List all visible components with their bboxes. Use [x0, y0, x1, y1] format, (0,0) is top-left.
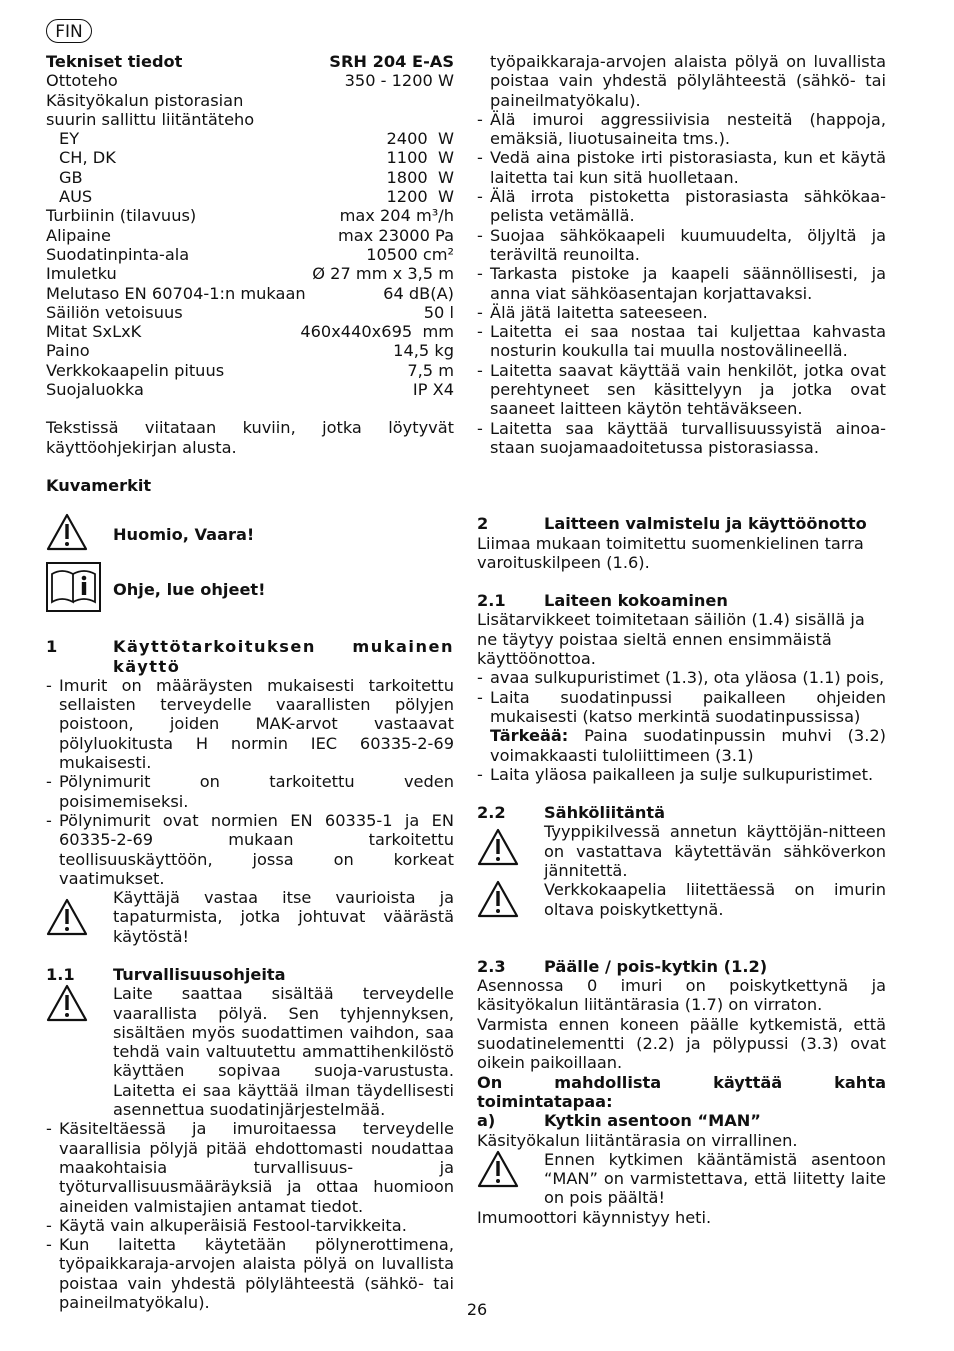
- warning-icon: [46, 984, 113, 1022]
- spec-row: [46, 71, 454, 90]
- spec-value: 460x440x695 mm: [300, 322, 454, 342]
- section-2-3-text-1: Asennossa 0 imuri on poiskytkettynä ja käsityökalun liitäntärasia (1.7) on virraton.: [477, 976, 886, 1015]
- spec-label: Verkkokaapelin pituus: [46, 360, 225, 380]
- section-2-2-title: Sähköliitäntä: [544, 803, 666, 823]
- list-item: - Imurit on määräysten mukaisesti tarkoitettu sellaisten terveydelle vaarallisten pölyjen poistoon, joiden MAK-arvot vastaavat pölyluokitusta H normin IEC 60335-2-69 mukaisesti.: [46, 676, 454, 772]
- spec-row: [46, 264, 454, 283]
- spec-value: 7,5 m: [407, 360, 454, 380]
- section-2-3-warning-text: Ennen kytkimen kääntämistä asentoon “MAN” on varmistettava, että liitetty laite on pois päältä!: [544, 1149, 886, 1208]
- list-item: - avaa sulkupuristimet (1.3), ota yläosa (1.1) pois,: [477, 668, 886, 687]
- list-item: - Älä imuroi aggressiivisia nesteitä (happoja, emäksiä, liuotusaineita tms.).: [477, 110, 886, 149]
- section-2-2-warning-2-text: Verkkokaapelia liitettäessä on imurin oltava poiskytkettynä.: [544, 880, 886, 919]
- right-column: [477, 52, 886, 1227]
- section-1-list: [46, 676, 454, 888]
- section-2-3-text-2: Varmista ennen koneen päälle kytkemistä, että suodatinelementti (2.2) ja pölypussi (3.3) ovat oikein paikoillaan.: [477, 1014, 886, 1073]
- spec-row: [46, 206, 454, 225]
- section-2-3-a-title: Kytkin asentoon “MAN”: [544, 1111, 761, 1131]
- list-item: - Laitetta ei saa nostaa tai kuljettaa kahvasta nosturin koukulla tai muulla nostovälineellä.: [477, 322, 886, 361]
- section-2-2-warning-2: [477, 880, 886, 919]
- section-2-2-warning-1-text: Tyyppikilvessä annetun käyttöjän-nitteen on vastattava käytettävän sähköverkon jännitettä.: [544, 822, 886, 880]
- section-1-1-warning: [46, 984, 454, 1119]
- specs-title: Tekniset tiedot: [46, 52, 183, 71]
- section-2-1-number: 2.1: [477, 591, 506, 611]
- section-2-2-heading: [477, 803, 886, 822]
- spec-row: [46, 148, 454, 167]
- section-2-3-number: 2.3: [477, 956, 506, 976]
- spec-value: 1200 W: [386, 187, 454, 207]
- section-1-heading: [46, 637, 454, 676]
- list-item-continued: työpaikkaraja-arvojen alaista pölyä on luvallista poistaa vain yhdestä pölylähteestä (sähkö- tai paineilmatyökalu).: [490, 52, 886, 110]
- spec-label: Suodatinpinta-ala: [46, 244, 190, 264]
- specs-table: [46, 71, 454, 399]
- spec-label: Mitat SxLxK: [46, 322, 142, 342]
- section-1-title: Käyttötarkoituksen mukainen käyttö: [113, 637, 454, 676]
- spec-value: 64 dB(A): [383, 283, 454, 303]
- spec-label: Paino: [46, 341, 90, 361]
- section-1-1-list-right: [477, 52, 886, 457]
- list-item: - Vedä aina pistoke irti pistorasiasta, kun et käytä laitetta tai kun sitä huolletaan.: [477, 148, 886, 187]
- spec-row: [46, 187, 454, 206]
- specs-model: SRH 204 E-AS: [329, 52, 454, 71]
- spec-value: max 23000 Pa: [337, 225, 454, 245]
- section-2-3-modes: On mahdollista käyttää kahta toimintatapaa:: [477, 1072, 886, 1111]
- section-2-1-title: Laiteen kokoaminen: [544, 591, 728, 611]
- section-2-3-a-heading: [477, 1111, 886, 1130]
- section-2-heading: [477, 514, 886, 533]
- section-2-title: Laitteen valmistelu ja käyttöönotto: [544, 514, 867, 534]
- important-label: Tärkeää:: [490, 726, 569, 746]
- spec-row: [46, 110, 454, 129]
- spec-row: [46, 303, 454, 322]
- specs-note: Tekstissä viitataan kuviin, jotka löytyvät käyttöohjekirjan alusta.: [46, 418, 454, 457]
- list-item: - Laita yläosa paikalleen ja sulje sulkupuristimet.: [477, 765, 886, 784]
- list-item: - Laitetta saa käyttää turvallisuussyistä ainoa-staan suojamaadoitetussa pistorasiassa.: [477, 419, 886, 458]
- section-2-2-warning-1: [477, 822, 886, 880]
- spec-label: Imuletku: [46, 264, 117, 284]
- spec-row: [46, 361, 454, 380]
- list-item: - Kun laitetta käytetään pölynerottimena, työpaikkaraja-arvojen alaista pölyä on luvallista poistaa vain yhdestä pölylähteestä (sähkö- tai paineilmatyökalu).: [46, 1235, 454, 1254]
- spec-value: 350 - 1200 W: [344, 71, 454, 91]
- section-1-warning-text: Käyttäjä vastaa itse vaurioista ja tapaturmista, jotka johtuvat väärästä käytöstä!: [113, 888, 454, 946]
- specs-header: [46, 52, 454, 71]
- spec-label: EY: [59, 129, 80, 149]
- warning-icon: [46, 513, 113, 555]
- symbols-title: Kuvamerkit: [46, 475, 152, 495]
- section-2-number: 2: [477, 514, 489, 534]
- spec-row: [46, 322, 454, 341]
- spec-row: [46, 129, 454, 148]
- section-2-3-end-text: Imumoottori käynnistyy heti.: [477, 1207, 712, 1227]
- manual-info-icon: [46, 562, 113, 616]
- list-item: - Pölynimurit ovat normien EN 60335-1 ja EN 60335-2-69 mukaan tarkoitettu teollisuuskäyttöön, jossa on korkeat vaatimukset.: [46, 811, 454, 888]
- section-2-3-warning: [477, 1150, 886, 1208]
- section-2-1-heading: [477, 591, 886, 610]
- list-item: [477, 688, 886, 765]
- spec-value: IP X4: [412, 380, 454, 400]
- language-badge: FIN: [46, 19, 92, 43]
- list-item-text: Laita suodatinpussi paikalleen ohjeiden mukaisesti (katso merkintä suodatinpussissa): [490, 687, 886, 726]
- spec-label: Säiliön vetoisuus: [46, 302, 183, 322]
- spec-label: Alipaine: [46, 225, 111, 245]
- symbol-manual: [46, 560, 454, 618]
- symbol-manual-label: Ohje, lue ohjeet!: [113, 579, 266, 599]
- spec-row: [46, 245, 454, 264]
- list-item: - Käsiteltäessä ja imuroitaessa terveydelle vaarallisia pölyjä pitää ehdottomasti noudattaa maakohtaisia turvallisuus- ja työturvallisuusmääräyksiä ja ottaa huomioon aineiden valmistajien antamat tiedot.: [46, 1119, 454, 1215]
- section-2-3-a-number: a): [477, 1111, 496, 1131]
- section-2-1-list: [477, 668, 886, 784]
- left-column: [46, 52, 454, 1313]
- list-item: - Suojaa sähkökaapeli kuumuudelta, öljyltä ja teräviltä reunoilta.: [477, 226, 886, 265]
- section-1-number: 1: [46, 637, 58, 657]
- symbol-warning-label: Huomio, Vaara!: [113, 524, 255, 544]
- list-item: - Älä irrota pistoketta pistorasiasta sähkökaa-pelista vetämällä.: [477, 187, 886, 226]
- spec-label: Käsityökalun pistorasian: [46, 90, 244, 110]
- spec-row: [46, 226, 454, 245]
- spec-row: [46, 168, 454, 187]
- spec-value: Ø 27 mm x 3,5 m: [312, 264, 454, 284]
- section-2-1-text: Lisätarvikkeet toimitetaan säiliön (1.4) sisällä ja ne täytyy poistaa sieltä ennen ensimmäistä käyttöönottoa.: [477, 610, 865, 669]
- list-item: - Älä jätä laitetta sateeseen.: [477, 303, 886, 322]
- section-2-3-title: Päälle / pois-kytkin (1.2): [544, 956, 768, 976]
- spec-value: 10500 cm²: [366, 244, 454, 264]
- list-item: - Tarkasta pistoke ja kaapeli säännöllisesti, ja anna viat sähköasentajan korjattavaksi.: [477, 264, 886, 303]
- symbol-warning: [46, 514, 454, 554]
- spec-value: 1100 W: [386, 148, 454, 168]
- warning-icon: [477, 880, 544, 918]
- section-1-1-title: Turvallisuusohjeita: [113, 964, 286, 984]
- spec-label: Suojaluokka: [46, 380, 144, 400]
- page-number: 26: [466, 1300, 488, 1319]
- spec-label: Turbiinin (tilavuus): [46, 206, 197, 226]
- list-item: - Laitetta saavat käyttää vain henkilöt, jotka ovat perehtyneet sen käsittelyyn ja jotka ovat saaneet laitteen käytön tehtäväkseen.: [477, 361, 886, 419]
- spec-row: [46, 284, 454, 303]
- spec-label: CH, DK: [59, 148, 116, 168]
- section-2-3-a-text: Käsityökalun liitäntärasia on virrallinen.: [477, 1130, 798, 1150]
- warning-icon: [477, 1150, 544, 1188]
- spec-row: [46, 91, 454, 110]
- warning-icon: [46, 888, 113, 936]
- spec-value: 1800 W: [386, 167, 454, 187]
- spec-value: 14,5 kg: [393, 341, 454, 361]
- spec-row: [46, 341, 454, 360]
- spec-label: suurin sallittu liitäntäteho: [46, 109, 255, 129]
- spec-label: Ottoteho: [46, 71, 118, 91]
- spec-label: Melutaso EN 60704-1:n mukaan: [46, 283, 306, 303]
- list-item: - Käytä vain alkuperäisiä Festool-tarvikkeita.: [46, 1216, 454, 1235]
- warning-icon: [477, 822, 544, 866]
- spec-value: 2400 W: [386, 129, 454, 149]
- section-2-3-heading: [477, 957, 886, 976]
- spec-value: 50 l: [423, 302, 454, 322]
- spec-label: AUS: [59, 187, 93, 207]
- section-1-1-heading: [46, 965, 454, 984]
- section-1-1-list-left: [46, 1119, 454, 1313]
- spec-row: [46, 380, 454, 399]
- list-item: - Pölynimurit on tarkoitettu veden poisimemiseksi.: [46, 772, 454, 811]
- section-1-1-warning-text: Laite saattaa sisältää terveydelle vaarallista pölyä. Sen tyhjennyksen, sisältäen myös suodattimen vaihdon, saa tehdä vain valtuutettu ammattihenkilöstö käyttäen sopivaa suoja-varustusta. Laitetta ei saa käyttää ilman täydellisesti asennettua suodatinjärjestelmää.: [113, 984, 454, 1120]
- section-1-warning: [46, 888, 454, 946]
- section-2-2-number: 2.2: [477, 803, 506, 823]
- spec-label: GB: [59, 167, 83, 187]
- section-1-1-number: 1.1: [46, 964, 75, 984]
- important-text: Paina suodatinpussin muhvi (3.2) voimakkaasti tuloliittimeen (3.1): [490, 726, 886, 765]
- spec-value: max 204 m³/h: [339, 206, 454, 226]
- section-2-text: Liimaa mukaan toimitettu suomenkielinen tarra varoituskilpeen (1.6).: [477, 533, 864, 572]
